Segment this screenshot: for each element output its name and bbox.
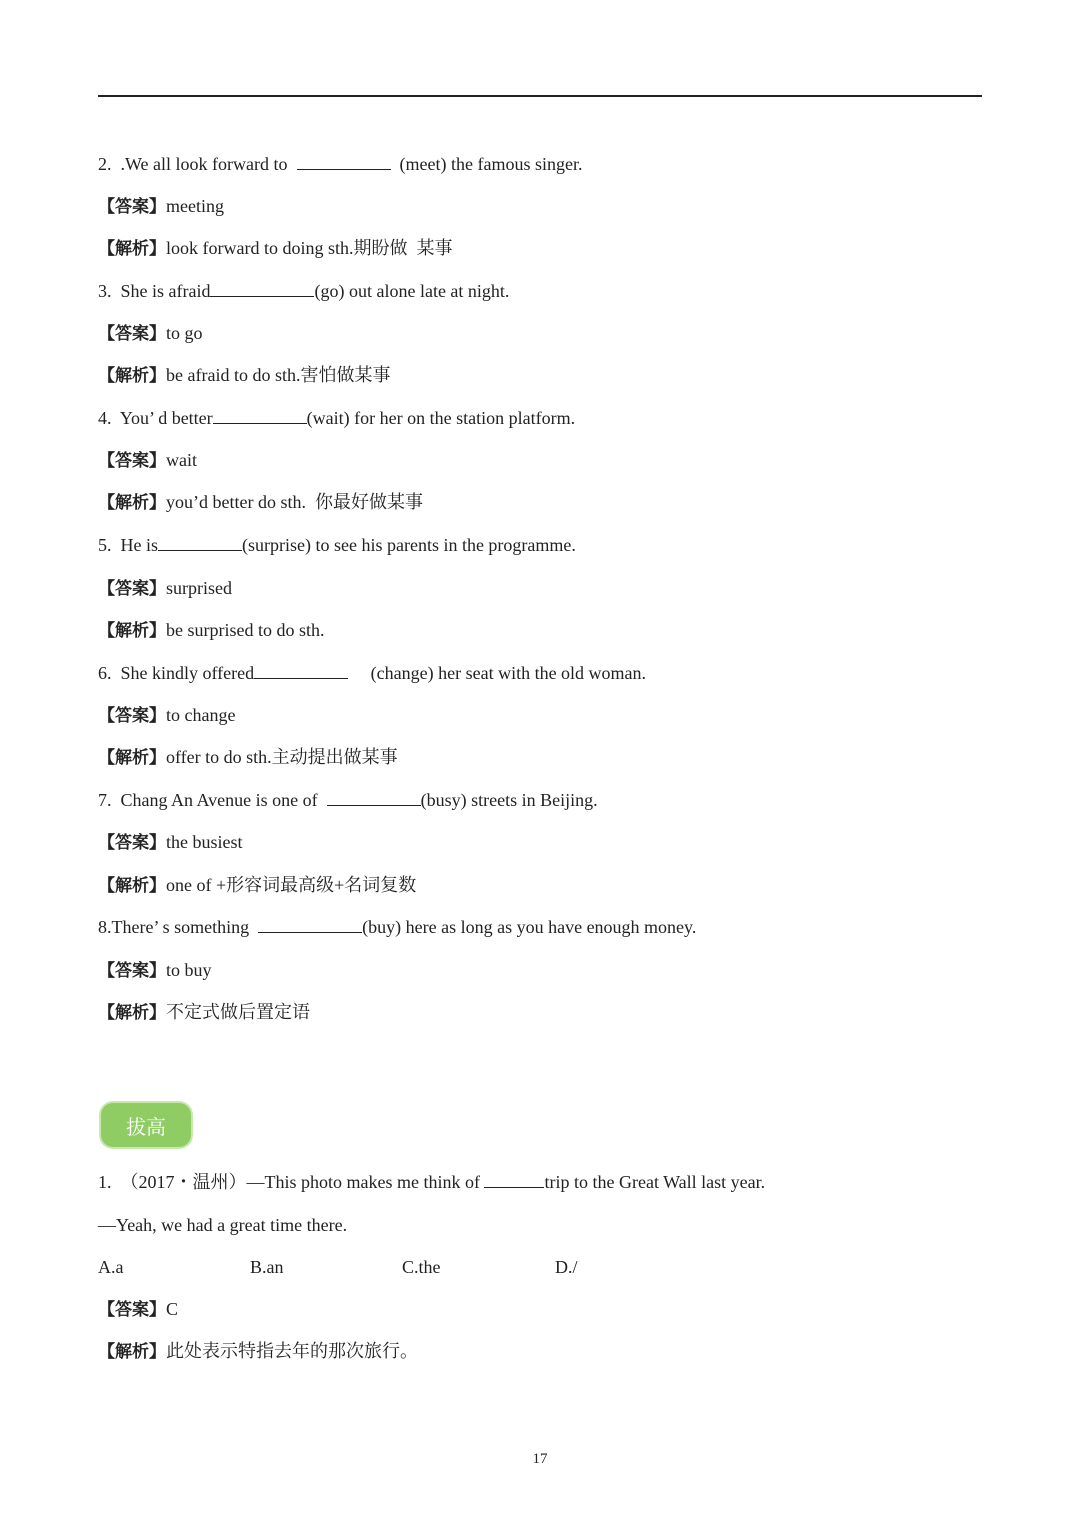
- answer-blank: [327, 789, 421, 806]
- answer-tag: 【答案】: [98, 451, 166, 471]
- answer-tag: 【答案】: [98, 706, 166, 726]
- question-2: [98, 152, 582, 176]
- question-text: (go) out alone late at night.: [314, 281, 510, 301]
- question-text: 3. She is afraid: [98, 281, 211, 301]
- answer-blank: [254, 662, 348, 679]
- advanced-question-1-line2: [98, 1213, 347, 1237]
- analysis-text: look forward to doing sth.期盼做 某事: [166, 238, 453, 258]
- analysis-row: [98, 363, 390, 388]
- option-d: D./: [555, 1257, 578, 1277]
- analysis-row: [98, 745, 398, 770]
- analysis-tag: 【解析】: [98, 1342, 166, 1362]
- analysis-text: 此处表示特指去年的那次旅行。: [166, 1341, 418, 1361]
- answer-row: [98, 703, 235, 728]
- answer-text: surprised: [166, 578, 232, 598]
- analysis-text: you’d better do sth. 你最好做某事: [166, 492, 423, 512]
- answer-text: to change: [166, 705, 236, 725]
- answer-row: [98, 194, 224, 219]
- question-7: [98, 788, 598, 812]
- answer-row: [98, 576, 232, 601]
- answer-text: to go: [166, 323, 203, 343]
- question-text: trip to the Great Wall last year.: [544, 1172, 766, 1192]
- answer-blank: [213, 407, 307, 424]
- question-6: [98, 661, 646, 685]
- section-badge: [101, 1103, 191, 1147]
- question-text: (meet) the famous singer.: [390, 154, 583, 174]
- question-text: 5. He is: [98, 535, 158, 555]
- question-5: [98, 533, 576, 557]
- answer-tag: 【答案】: [98, 197, 166, 217]
- answer-tag: 【答案】: [98, 833, 166, 853]
- analysis-row: [98, 1339, 418, 1364]
- analysis-tag: 【解析】: [98, 748, 166, 768]
- option-c: C.the: [402, 1257, 441, 1277]
- question-text: 2. .We all look forward to: [98, 154, 297, 174]
- question-text: 1. （2017・温州）—This photo makes me think of: [98, 1172, 485, 1192]
- question-4: [98, 406, 575, 430]
- analysis-row: [98, 236, 452, 261]
- answer-row: [98, 1297, 178, 1322]
- answer-tag: 【答案】: [98, 961, 166, 981]
- analysis-tag: 【解析】: [98, 366, 166, 386]
- question-text: 8.There’ s something: [98, 917, 259, 937]
- analysis-tag: 【解析】: [98, 239, 166, 259]
- analysis-row: [98, 490, 423, 515]
- analysis-text: offer to do sth.主动提出做某事: [166, 747, 398, 767]
- option-a: A.a: [98, 1257, 124, 1277]
- answer-blank: [158, 534, 242, 551]
- analysis-tag: 【解析】: [98, 1003, 166, 1023]
- answer-text: C: [166, 1299, 179, 1319]
- question-text: —Yeah, we had a great time there.: [98, 1215, 348, 1235]
- advanced-question-1: [98, 1170, 765, 1194]
- question-text: (wait) for her on the station platform.: [306, 408, 576, 428]
- question-text: (busy) streets in Beijing.: [420, 790, 598, 810]
- analysis-text: one of +形容词最高级+名词复数: [166, 875, 417, 895]
- answer-tag: 【答案】: [98, 324, 166, 344]
- analysis-text: be surprised to do sth.: [166, 620, 325, 640]
- analysis-tag: 【解析】: [98, 493, 166, 513]
- answer-blank: [484, 1171, 544, 1188]
- answer-text: to buy: [166, 960, 212, 980]
- question-text: (change) her seat with the old woman.: [348, 663, 647, 683]
- answer-blank: [297, 153, 391, 170]
- question-text: (surprise) to see his parents in the programme.: [242, 535, 576, 555]
- answer-row: [98, 321, 203, 346]
- analysis-tag: 【解析】: [98, 621, 166, 641]
- answer-row: [98, 958, 212, 983]
- analysis-text: be afraid to do sth.害怕做某事: [166, 365, 391, 385]
- analysis-row: [98, 873, 416, 898]
- answer-text: meeting: [166, 196, 224, 216]
- answer-tag: 【答案】: [98, 1300, 166, 1320]
- question-text: (buy) here as long as you have enough money.: [362, 917, 697, 937]
- question-3: [98, 279, 509, 303]
- analysis-tag: 【解析】: [98, 876, 166, 896]
- analysis-row: [98, 1000, 310, 1025]
- answer-tag: 【答案】: [98, 579, 166, 599]
- question-text: 4. You’ d better: [98, 408, 213, 428]
- answer-text: the busiest: [166, 832, 243, 852]
- analysis-row: [98, 618, 324, 643]
- analysis-text: 不定式做后置定语: [166, 1002, 310, 1022]
- question-text: 6. She kindly offered: [98, 663, 255, 683]
- answer-text: wait: [166, 450, 197, 470]
- header-rule: [98, 95, 982, 97]
- answer-blank: [258, 916, 362, 933]
- question-8: [98, 915, 696, 939]
- answer-row: [98, 830, 243, 855]
- answer-blank: [210, 280, 314, 297]
- question-text: 7. Chang An Avenue is one of: [98, 790, 327, 810]
- answer-row: [98, 448, 197, 473]
- section-badge-label: 拔高: [126, 1114, 166, 1139]
- page-number: 17: [532, 1451, 548, 1467]
- option-b: B.an: [250, 1257, 284, 1277]
